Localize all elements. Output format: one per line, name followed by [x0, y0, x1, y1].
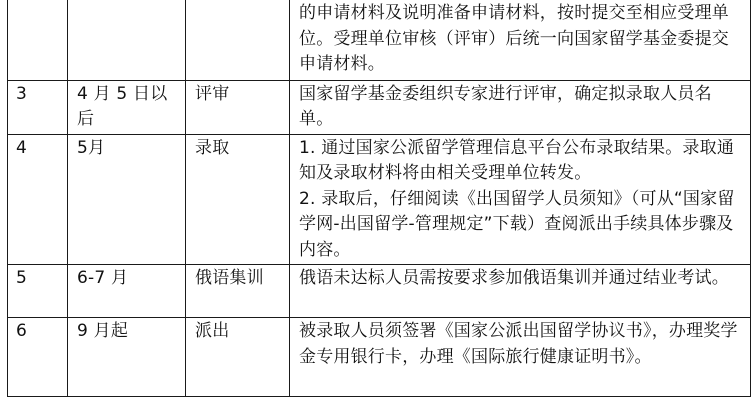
detail-text-item-2: 2. 录取后，仔细阅读《出国留学人员须知》（可从“国家留学网-出国留学-管理规定”下载）查阅派出手续具体步骤及内容。 — [299, 188, 735, 260]
detail-text: 俄语未达标人员需按要求参加俄语集训并通过结业考试。 — [299, 268, 729, 289]
time-cell: 9 月起 — [68, 318, 186, 397]
time-cell: 6-7 月 — [68, 265, 186, 318]
row-number-cell — [8, 0, 68, 80]
stage-cell: 录取 — [186, 134, 290, 265]
detail-text: 的申请材料及说明准备申请材料，按时提交至相应受理单位。受理单位审核（评审）后统一向国家留学基金委提交申请材料。 — [299, 3, 729, 74]
table-row — [8, 265, 751, 318]
detail-text-item-1: 1. 通过国家公派留学管理信息平台公布录取结果。录取通知及录取材料将由相关受理单位转发。 — [299, 137, 735, 183]
table-row — [8, 134, 751, 265]
row-number-cell: 4 — [8, 134, 68, 265]
detail-text: 国家留学基金委组织专家进行评审，确定拟录取人员名单。 — [299, 83, 712, 130]
time-cell: 5月 — [68, 134, 186, 265]
table-row — [8, 80, 751, 134]
row-number-cell: 5 — [8, 265, 68, 318]
detail-cell — [290, 318, 751, 397]
detail-cell — [290, 80, 751, 134]
stage-cell: 派出 — [186, 318, 290, 397]
detail-cell — [290, 0, 751, 80]
stage-cell: 评审 — [186, 80, 290, 134]
row-number-cell: 6 — [8, 318, 68, 397]
row-number-cell: 3 — [8, 80, 68, 134]
table-row — [8, 318, 751, 397]
detail-text: 被录取人员须签署《国家公派出国留学协议书》，办理奖学金专用银行卡，办理《国际旅行健康证明书》。 — [299, 321, 738, 367]
stage-cell — [186, 0, 290, 80]
schedule-table — [7, 0, 751, 397]
time-cell — [68, 0, 186, 80]
time-cell: 4 月 5 日以后 — [68, 80, 186, 134]
detail-cell — [290, 134, 751, 265]
table-row — [8, 0, 751, 80]
detail-cell — [290, 265, 751, 318]
stage-cell: 俄语集训 — [186, 265, 290, 318]
